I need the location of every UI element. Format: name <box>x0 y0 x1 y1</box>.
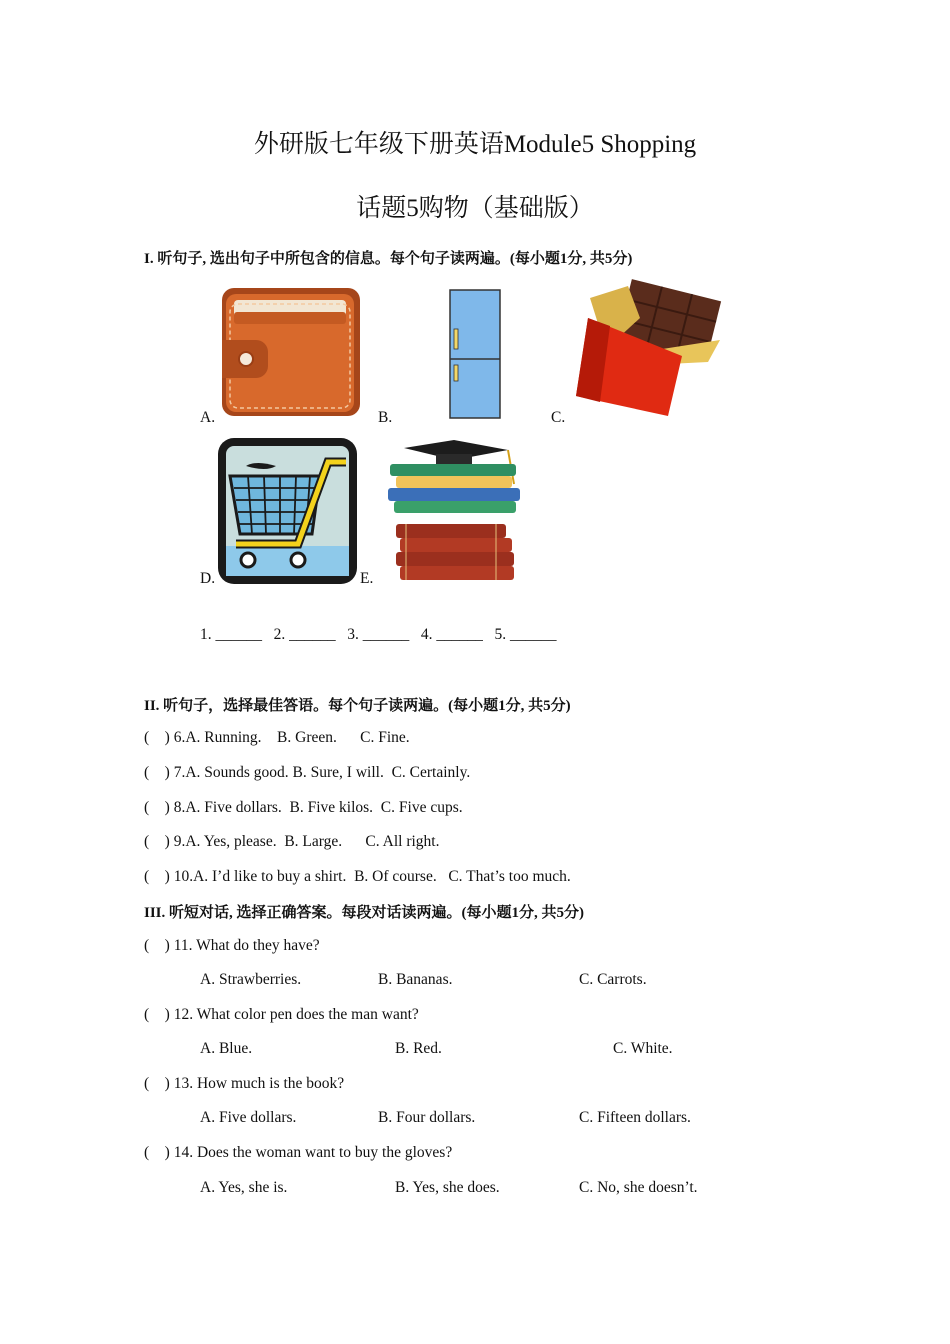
question-12-option-b: B. Red. <box>395 1040 442 1057</box>
question-10: ( ) 10.A. I’d like to buy a shirt. B. Of course. C. That’s too much. <box>144 868 571 885</box>
question-13-option-b: B. Four dollars. <box>378 1109 476 1126</box>
question-11-option-b: B. Bananas. <box>378 971 453 988</box>
picture-label-e: E. <box>360 570 374 587</box>
picture-label-b: B. <box>378 409 393 426</box>
question-13: ( ) 13. How much is the book? <box>144 1075 345 1092</box>
question-12: ( ) 12. What color pen does the man want? <box>144 1006 419 1023</box>
chocolate-icon <box>570 278 720 426</box>
section-1-heading: I. 听句子, 选出句子中所包含的信息。每个句子读两遍。(每小题1分, 共5分) <box>144 251 633 267</box>
question-13-option-c: C. Fifteen dollars. <box>579 1109 691 1126</box>
question-14-option-c: C. No, she doesn’t. <box>579 1179 698 1196</box>
page-title: 外研版七年级下册英语Module5 Shopping <box>253 131 697 158</box>
question-9: ( ) 9.A. Yes, please. B. Large. C. All right. <box>144 833 440 850</box>
question-14-option-b: B. Yes, she does. <box>395 1179 500 1196</box>
question-11-option-a: A. Strawberries. <box>200 971 302 988</box>
question-11-option-c: C. Carrots. <box>579 971 647 988</box>
shopping-cart-icon <box>216 436 359 586</box>
question-7: ( ) 7.A. Sounds good. B. Sure, I will. C. Certainly. <box>144 764 471 781</box>
picture-label-d: D. <box>200 570 216 587</box>
picture-label-c: C. <box>551 409 566 426</box>
fridge-icon <box>449 289 501 419</box>
answer-blanks: 1. ______ 2. ______ 3. ______ 4. ______ 5. ______ <box>200 626 557 643</box>
section-2-heading: II. 听句子，选择最佳答语。每个句子读两遍。(每小题1分, 共5分) <box>144 698 571 714</box>
question-14: ( ) 14. Does the woman want to buy the gloves? <box>144 1144 453 1161</box>
page-subtitle: 话题5购物（基础版） <box>356 195 594 222</box>
books-icon <box>384 440 526 586</box>
question-6: ( ) 6.A. Running. B. Green. C. Fine. <box>144 729 410 746</box>
wallet-icon <box>216 282 366 427</box>
question-14-option-a: A. Yes, she is. <box>200 1179 288 1196</box>
picture-label-a: A. <box>200 409 216 426</box>
question-8: ( ) 8.A. Five dollars. B. Five kilos. C. Five cups. <box>144 799 463 816</box>
question-12-option-c: C. White. <box>613 1040 673 1057</box>
question-12-option-a: A. Blue. <box>200 1040 253 1057</box>
question-13-option-a: A. Five dollars. <box>200 1109 297 1126</box>
question-11: ( ) 11. What do they have? <box>144 937 320 954</box>
section-3-heading: III. 听短对话, 选择正确答案。每段对话读两遍。(每小题1分, 共5分) <box>144 905 585 921</box>
